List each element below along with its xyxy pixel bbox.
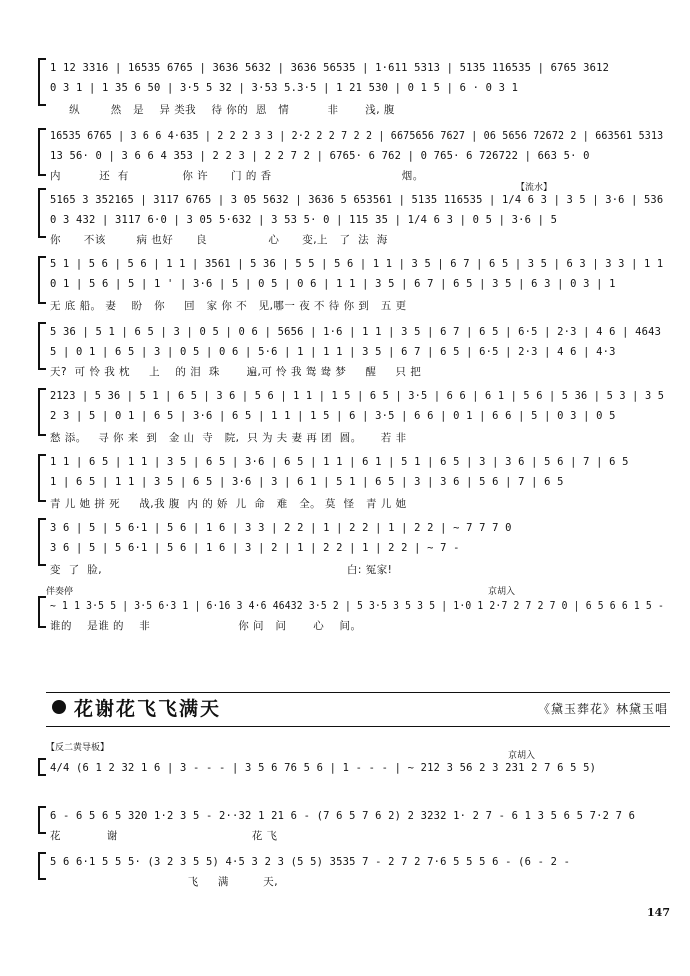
lyrics: 无 底 船。 妻 盼 你 回 家 你 不 见,哪一 夜 不 待 你 到 五 更 bbox=[50, 300, 407, 312]
staff-upper: 1 1 | 6 5 | 1 1 | 3 5 | 6 5 | 3·6 | 6 5 | 1 1 | 6 1 | 5 1 | 6 5 | 3 | 3 6 | 5 6 | 7 | 6 5 bbox=[50, 456, 629, 468]
lyrics: 你 不该 病 也好 良 心 变,上 了 法 海 bbox=[50, 234, 388, 246]
staff-upper: 5 1 | 5 6 | 5 6 | 1 1 | 3561 | 5 36 | 5 5 | 5 6 | 1 1 | 3 5 | 6 7 | 6 5 | 3 5 | 6 3 | 3 3 | 1 1 bbox=[50, 258, 664, 270]
section-rule bbox=[46, 726, 670, 727]
lyrics: 花 谢 花 飞 bbox=[50, 830, 278, 842]
staff-lower: 3 6 | 5 | 5 6·1 | 5 6 | 1 6 | 3 | 2 | 1 | 2 2 | 1 | 2 2 | ~ 7 - bbox=[50, 542, 460, 554]
score-system-5 bbox=[46, 322, 666, 382]
score-system-4 bbox=[46, 256, 666, 316]
staff-lower: 0 3 432 | 3117 6·0 | 3 05 5·632 | 3 53 5· 0 | 115 35 | 1/4 6 3 | 0 5 | 3·6 | 5 bbox=[50, 214, 558, 226]
score-system-6 bbox=[46, 388, 666, 448]
staff-lower: 5 | 0 1 | 6 5 | 3 | 0 5 | 0 6 | 5·6 | 1 | 1 1 | 3 5 | 6 7 | 6 5 | 6·5 | 2·3 | 4 6 | 4·3 bbox=[50, 346, 616, 358]
system-brace bbox=[38, 256, 46, 304]
lyrics: 纵 然 是 异 类我 待 你的 恩 情 非 浅, 腹 bbox=[50, 104, 395, 116]
system-brace bbox=[38, 188, 46, 238]
staff-upper: ~ 1 1 3·5 5 | 3·5 6·3 1 | 6·16 3 4·6 46432 3·5 2 | 5 3·5 3 5 3 5 | 1·0 1 2·7 2 7 2 7 0 | 6 5 6 6 1 5 - bbox=[50, 600, 664, 612]
staff-upper: 6 - 6 5 6 5 320 1·2 3 5 - 2··32 1 21 6 - (7 6 5 7 6 2) 2 3232 1· 2 7 - 6 1 3 5 6 5 7·2 7 6 bbox=[50, 810, 636, 822]
system-brace bbox=[38, 806, 46, 834]
jinghu-entry-marker: 京胡入 bbox=[488, 587, 516, 597]
system-brace bbox=[38, 518, 46, 566]
score-system-7 bbox=[46, 454, 666, 514]
system-brace bbox=[38, 322, 46, 370]
staff-lower: 0 1 | 5 6 | 5 | 1 ' | 3·6 | 5 | 0 5 | 0 6 | 1 1 | 3 5 | 6 7 | 6 5 | 3 5 | 6 3 | 0 3 | 1 bbox=[50, 278, 616, 290]
lyrics: 飞 满 天, bbox=[50, 876, 279, 888]
song-two-line-3 bbox=[46, 852, 666, 892]
system-brace bbox=[38, 596, 46, 628]
staff-lower: 13 56· 0 | 3 6 6 4 353 | 2 2 3 | 2 2 7 2 | 6765· 6 762 | 0 765· 6 726722 | 663 5· 0 bbox=[50, 150, 590, 162]
staff-lower: 1 | 6 5 | 1 1 | 3 5 | 6 5 | 3·6 | 3 | 6 1 | 5 1 | 6 5 | 3 | 3 6 | 5 6 | 7 | 6 5 bbox=[50, 476, 564, 488]
system-brace bbox=[38, 454, 46, 502]
lyrics: 内 还 有 你 许 门 的 香 烟。 bbox=[50, 170, 424, 182]
score-system-3 bbox=[46, 183, 666, 250]
banqiang-marker: 【反二黄导板】 bbox=[46, 743, 110, 753]
song-two-line-2 bbox=[46, 806, 666, 846]
song-source: 《黛玉葬花》林黛玉唱 bbox=[537, 702, 668, 716]
score-system-8 bbox=[46, 518, 666, 578]
lyrics: 天? 可 怜 我 枕 上 的 泪 珠 遍,可 怜 我 鸳 鸯 梦 醒 只 把 bbox=[50, 366, 422, 378]
bullet-icon bbox=[52, 700, 66, 714]
section-rule bbox=[46, 692, 670, 693]
staff-upper: 5165 3 352165 | 3117 6765 | 3 05 5632 | 3636 5 653561 | 5135 116535 | 1/4 6 3 | 3 5 | 3·6 | 536 bbox=[50, 194, 664, 206]
system-brace bbox=[38, 58, 46, 106]
lyrics: 变 了 脸, 白: 冤家! bbox=[50, 564, 393, 576]
tempo-marker: 【流水】 bbox=[516, 183, 553, 193]
accompaniment-stop-marker: 伴奏停 bbox=[46, 587, 74, 597]
staff-upper: 1 12 3316 | 16535 6765 | 3636 5632 | 3636 56535 | 1·611 5313 | 5135 116535 | 6765 3612 bbox=[50, 62, 610, 74]
staff-upper: 5 6 6·1 5 5 5· (3 2 3 5 5) 4·5 3 2 3 (5 5) 3535 7 - 2 7 2 7·6 5 5 5 6 - (6 - 2 - bbox=[50, 856, 571, 868]
system-brace bbox=[38, 758, 46, 776]
system-brace bbox=[38, 852, 46, 880]
page-number: 147 bbox=[647, 906, 670, 919]
staff-lower: 0 3 1 | 1 35 6 50 | 3·5 5 32 | 3·53 5.3·5 | 1 21 530 | 0 1 5 | 6 · 0 3 1 bbox=[50, 82, 519, 94]
staff-upper: 2123 | 5 36 | 5 1 | 6 5 | 3 6 | 5 6 | 1 1 | 1 5 | 6 5 | 3·5 | 6 6 | 6 1 | 5 6 | 5 36 | 5 3 | 3 5 bbox=[50, 390, 665, 402]
song-two-line-1 bbox=[46, 758, 666, 788]
interlude-line bbox=[46, 584, 666, 640]
lyrics: 谁的 是谁 的 非 你 问 问 心 间。 bbox=[50, 620, 362, 632]
staff-upper: 16535 6765 | 3 6 6 4·635 | 2 2 2 3 3 | 2·2 2 2 7 2 2 | 6675656 7627 | 06 5656 72672 2 | 663561 5313 bbox=[50, 130, 664, 142]
score-system-2 bbox=[46, 128, 666, 188]
staff-upper: 4/4 (6 1 2 32 1 6 | 3 - - - | 3 5 6 76 5 6 | 1 - - - | ~ 212 3 56 2 3 231 2 7 6 5 5) bbox=[50, 762, 597, 774]
lyrics: 青 儿 她 拼 死 战,我 腹 内 的 娇 儿 命 难 全。 莫 怪 青 儿 她 bbox=[50, 498, 407, 510]
song-title: 花谢花飞飞满天 bbox=[74, 698, 222, 720]
score-system-1 bbox=[46, 58, 666, 118]
system-brace bbox=[38, 388, 46, 436]
staff-upper: 5 36 | 5 1 | 6 5 | 3 | 0 5 | 0 6 | 5656 | 1·6 | 1 1 | 3 5 | 6 7 | 6 5 | 6·5 | 2·3 | 4 6 | 4643 bbox=[50, 326, 662, 338]
lyrics: 愁 添。 寻 你 来 到 金 山 寺 院, 只 为 夫 妻 再 团 圆。 若 非 bbox=[50, 432, 407, 444]
staff-lower: 2 3 | 5 | 0 1 | 6 5 | 3·6 | 6 5 | 1 1 | 1 5 | 6 | 3·5 | 6 6 | 0 1 | 6 6 | 5 | 0 3 | 0 5 bbox=[50, 410, 616, 422]
jinghu-entry-marker: 京胡入 bbox=[508, 751, 536, 761]
system-brace bbox=[38, 128, 46, 176]
staff-upper: 3 6 | 5 | 5 6·1 | 5 6 | 1 6 | 3 3 | 2 2 | 1 | 2 2 | 1 | 2 2 | ~ 7 7 7 0 bbox=[50, 522, 512, 534]
